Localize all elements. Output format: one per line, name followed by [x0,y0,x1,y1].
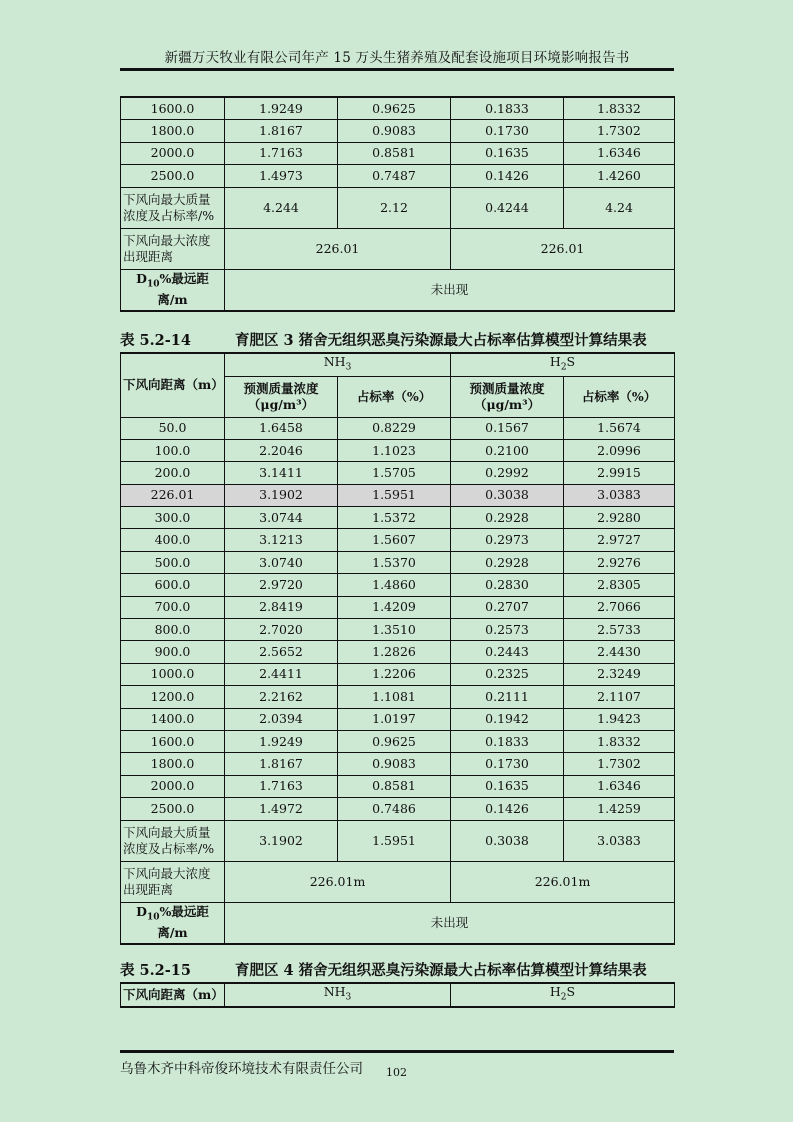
table-caption [120,959,674,980]
table-cell: 1.1023 [338,439,451,461]
page-number: 102 [386,1066,407,1079]
table-cell: 800.0 [121,619,225,641]
header-nh3-conc: 预测质量浓度（μg/m³） [225,376,338,417]
table-row [121,619,675,641]
table-cell: 0.9083 [338,120,451,142]
table-cell: 1.2206 [338,663,451,685]
table-cell: 2.9276 [564,551,675,573]
table-cell: 2.4430 [564,641,675,663]
table-cell: 0.9625 [338,730,451,752]
table-cell: 2.9720 [225,574,338,596]
table-row [121,551,675,573]
header-distance: 下风向距离（m） [121,353,225,417]
footer-rule [120,1050,674,1053]
table-cell: 0.8581 [338,775,451,797]
table-cell: 1.6346 [564,142,675,164]
table-row [121,142,675,164]
header-row-1 [121,353,675,376]
table-cell: 2.3249 [564,663,675,685]
table-cell: 1.4209 [338,596,451,618]
results-table-zone3 [120,352,675,945]
table-cell: 0.2928 [451,551,564,573]
max-distance-label: 下风向最大浓度出现距离 [121,861,225,902]
d10-row [121,269,675,311]
table-cell: 400.0 [121,529,225,551]
table-cell: 700.0 [121,596,225,618]
table-row [121,641,675,663]
table-cell: 2.5733 [564,619,675,641]
table-cell: 1800.0 [121,753,225,775]
table-cell: 2.9915 [564,462,675,484]
table-cell: 0.2100 [451,439,564,461]
table-cell: 2.1107 [564,686,675,708]
table-cell: 0.2707 [451,596,564,618]
table-row [121,529,675,551]
table-cell: 1800.0 [121,120,225,142]
table-row [121,439,675,461]
table-cell: 3.1902 [225,484,338,506]
table-cell: 2.7066 [564,596,675,618]
table-row [121,798,675,820]
d10-label: $D_{10}\%$最远距离/m [121,269,225,311]
table-cell: 0.1635 [451,775,564,797]
table-row [121,574,675,596]
table-cell: 200.0 [121,462,225,484]
table-cell: 1.9249 [225,730,338,752]
table-cell: 900.0 [121,641,225,663]
d10-value: 未出现 [225,269,675,311]
footer-company: 乌鲁木齐中科帝俊环境技术有限责任公司 [120,1061,363,1077]
table-cell: 0.8229 [338,417,451,439]
cell: 2.12 [338,187,451,228]
table-cell: 1.6458 [225,417,338,439]
table-cell: 2000.0 [121,775,225,797]
max-distance-row [121,228,675,269]
header-nh3: $NH_3$ [225,983,451,1007]
table-cell: 1.7302 [564,753,675,775]
table-cell: 2.0394 [225,708,338,730]
header-h2s-ratio: 占标率（%） [564,376,675,417]
caption-text: 育肥区 4 猪舍无组织恶臭污染源最大占标率估算模型计算结果表 [234,962,647,979]
table-cell: 0.2992 [451,462,564,484]
table-cell: 300.0 [121,507,225,529]
table-cell: 226.01 [121,484,225,506]
max-conc-label: 下风向最大质量浓度及占标率/% [121,820,225,861]
table-cell: 0.1942 [451,708,564,730]
table-cell: 1000.0 [121,663,225,685]
table-cell: 1.4973 [225,165,338,187]
table-cell: 1.7163 [225,142,338,164]
results-table-body [121,417,675,820]
nh3-distance: 226.01 [225,228,451,269]
table-continued-summary [121,187,675,311]
table-cell: 1.7163 [225,775,338,797]
table-cell: 0.9083 [338,753,451,775]
table-row [121,753,675,775]
table-cell: 1.5607 [338,529,451,551]
table-cell: 0.1635 [451,142,564,164]
table-cell: 1.5705 [338,462,451,484]
table-cell: 2.8419 [225,596,338,618]
table-row [121,663,675,685]
table-cell: 50.0 [121,417,225,439]
h2s-distance: 226.01 [451,228,675,269]
table-cell: 0.7487 [338,165,451,187]
table-cell: 0.2573 [451,619,564,641]
table-cell: 1.3510 [338,619,451,641]
table-cell: 2500.0 [121,165,225,187]
table-cell: 0.8581 [338,142,451,164]
table-row [121,462,675,484]
table-row [121,484,675,506]
table-cell: 1600.0 [121,97,225,120]
table-cell: 1200.0 [121,686,225,708]
table-cell: 1.4260 [564,165,675,187]
table-cell: 0.1730 [451,120,564,142]
cell: 4.24 [564,187,675,228]
table-cell: 1.4259 [564,798,675,820]
table-cell: 0.2443 [451,641,564,663]
d10-value: 未出现 [225,902,675,944]
table-cell: 3.0740 [225,551,338,573]
nh3-distance: 226.01m [225,861,451,902]
table-row [121,730,675,752]
table-cell: 3.1213 [225,529,338,551]
header-nh3: $NH_3$ [225,353,451,376]
max-conc-row [121,820,675,861]
table-row [121,97,675,120]
table-cell: 1.9249 [225,97,338,120]
table-cell: 1.4860 [338,574,451,596]
table-row [121,417,675,439]
table-cell: 0.7486 [338,798,451,820]
table-cell: 0.2111 [451,686,564,708]
table-cell: 1.7302 [564,120,675,142]
table-cell: 1.5370 [338,551,451,573]
table-cell: 100.0 [121,439,225,461]
table-cell: 0.2928 [451,507,564,529]
table-continued [120,96,675,312]
table-cell: 2.2162 [225,686,338,708]
table-cell: 500.0 [121,551,225,573]
table-cell: 600.0 [121,574,225,596]
table-cell: 1.2826 [338,641,451,663]
cell: 0.4244 [451,187,564,228]
table-cell: 3.0744 [225,507,338,529]
table-caption [120,329,674,350]
d10-row [121,902,675,944]
caption-text: 育肥区 3 猪舍无组织恶臭污染源最大占标率估算模型计算结果表 [234,332,647,349]
table-cell: 0.1730 [451,753,564,775]
table-cell: 1.5951 [338,484,451,506]
table-cell: 2.0996 [564,439,675,461]
table-cell: 1.8332 [564,730,675,752]
table-cell: 3.1411 [225,462,338,484]
max-conc-label: 下风向最大质量浓度及占标率/% [121,187,225,228]
table-cell: 0.1426 [451,165,564,187]
d10-label: $D_{10}\%$最远距离/m [121,902,225,944]
header-nh3-ratio: 占标率（%） [338,376,451,417]
table-cell: 0.9625 [338,97,451,120]
table-row [121,507,675,529]
header-distance: 下风向距离（m） [121,983,225,1007]
table-cell: 1.0197 [338,708,451,730]
table-cell: 1600.0 [121,730,225,752]
table-cell: 1400.0 [121,708,225,730]
table-cell: 2.8305 [564,574,675,596]
table-row [121,165,675,187]
table-cell: 2500.0 [121,798,225,820]
table-cell: 2.5652 [225,641,338,663]
table-cell: 3.0383 [564,484,675,506]
table-row [121,120,675,142]
table-cell: 1.1081 [338,686,451,708]
table-cell: 0.2830 [451,574,564,596]
header-h2s: $H_2S$ [451,983,675,1007]
table-cell: 0.1833 [451,97,564,120]
max-distance-row [121,861,675,902]
table-row [121,708,675,730]
header-rule [120,68,674,71]
table-cell: 0.1833 [451,730,564,752]
table-cell: 1.5372 [338,507,451,529]
table-cell: 1.4972 [225,798,338,820]
table-cell: 2.7020 [225,619,338,641]
page-header: 新疆万天牧业有限公司年产 15 万头生猪养殖及配套设施项目环境影响报告书 [164,50,630,66]
max-distance-label: 下风向最大浓度出现距离 [121,228,225,269]
table-cell: 2.2046 [225,439,338,461]
table-cell: 1.9423 [564,708,675,730]
cell: 4.244 [225,187,338,228]
table-cell: 1.8332 [564,97,675,120]
header-h2s-conc: 预测质量浓度（μg/m³） [451,376,564,417]
max-conc-row [121,187,675,228]
header-row-1 [121,983,675,1007]
results-table-summary [121,820,675,944]
cell: 3.0383 [564,820,675,861]
table-cell: 0.2325 [451,663,564,685]
table-row [121,596,675,618]
table-cell: 2.4411 [225,663,338,685]
table-row [121,686,675,708]
table-cell: 0.2973 [451,529,564,551]
table-cell: 0.1426 [451,798,564,820]
table-cell: 1.8167 [225,120,338,142]
table-cell: 1.8167 [225,753,338,775]
h2s-distance: 226.01m [451,861,675,902]
table-cell: 0.1567 [451,417,564,439]
table-row [121,775,675,797]
table-cell: 1.5674 [564,417,675,439]
table-continued-body [121,97,675,187]
header-h2s: $H_2S$ [451,353,675,376]
table-cell: 0.3038 [451,484,564,506]
results-table-zone4 [120,982,675,1008]
table-cell: 2000.0 [121,142,225,164]
cell: 3.1902 [225,820,338,861]
cell: 0.3038 [451,820,564,861]
table-cell: 1.6346 [564,775,675,797]
table-cell: 2.9280 [564,507,675,529]
caption-number: 表 5.2-14 [120,332,191,349]
caption-number: 表 5.2-15 [120,962,191,979]
cell: 1.5951 [338,820,451,861]
table-cell: 2.9727 [564,529,675,551]
